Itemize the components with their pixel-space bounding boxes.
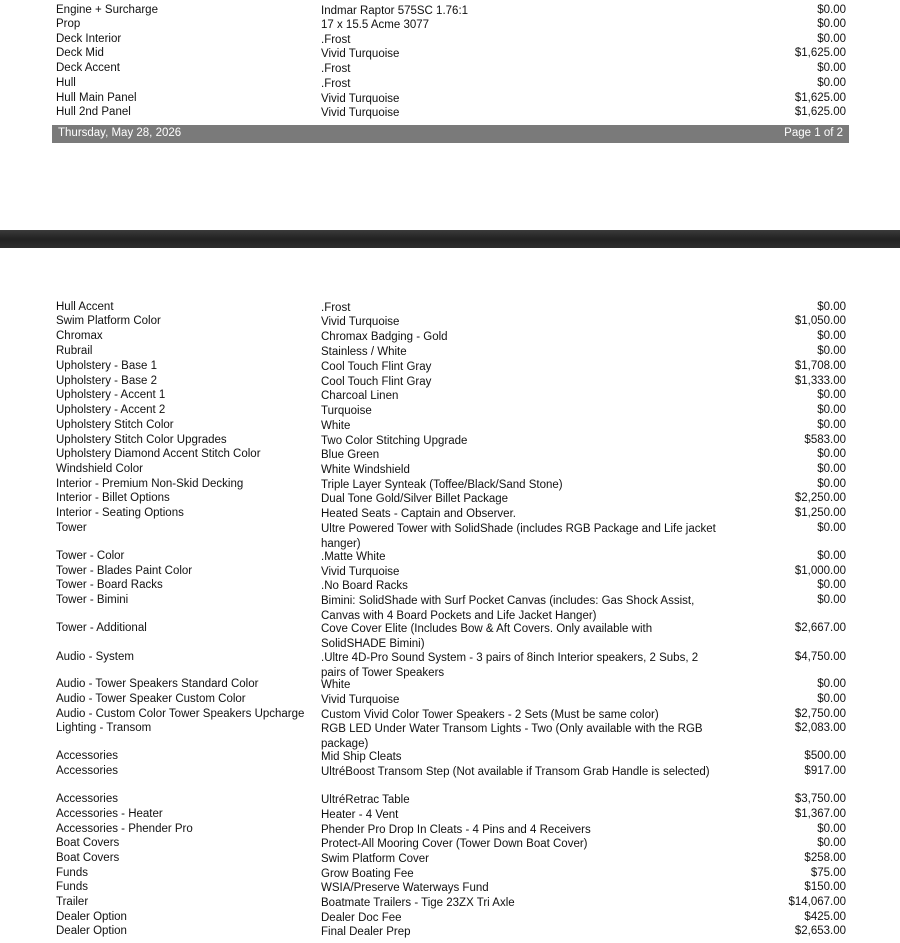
option-value: Vivid Turquoise <box>321 48 400 60</box>
option-price: $0.00 <box>817 522 846 534</box>
page-separator <box>0 230 900 248</box>
option-label: Tower <box>56 522 87 534</box>
option-value: Protect-All Mooring Cover (Tower Down Boat Cover) <box>321 838 588 850</box>
option-value: White <box>321 679 351 691</box>
option-price: $1,625.00 <box>794 92 846 104</box>
option-label: Hull Accent <box>56 301 114 313</box>
option-price: $425.00 <box>804 911 846 923</box>
option-value: .Matte White <box>321 551 386 563</box>
option-price: $2,653.00 <box>794 925 846 937</box>
option-value: Heated Seats - Captain and Observer. <box>321 508 516 520</box>
option-price: $0.00 <box>817 404 846 416</box>
option-label: Upholstery Stitch Color Upgrades <box>56 434 227 446</box>
page-1 <box>0 0 900 150</box>
option-label: Rubrail <box>56 345 93 357</box>
option-price: $0.00 <box>817 18 846 30</box>
option-label: Accessories <box>56 750 118 762</box>
option-value: RGB LED Under Water Transom Lights - Two (Only available with the RGB package) <box>321 723 703 750</box>
option-label: Swim Platform Color <box>56 315 161 327</box>
option-price: $1,333.00 <box>794 375 846 387</box>
option-price: $0.00 <box>817 550 846 562</box>
option-price: $150.00 <box>804 881 846 893</box>
option-label: Tower - Board Racks <box>56 579 163 591</box>
option-price: $0.00 <box>817 301 846 313</box>
option-value: Mid Ship Cleats <box>321 751 402 763</box>
option-price: $14,067.00 <box>788 896 846 908</box>
option-label: Funds <box>56 881 88 893</box>
option-price: $258.00 <box>804 852 846 864</box>
option-value: .Frost <box>321 78 351 90</box>
option-label: Deck Interior <box>56 33 122 45</box>
option-value: .Ultre 4D-Pro Sound System - 3 pairs of 8inch Interior speakers, 2 Subs, 2 pairs of Tower Speakers <box>321 652 699 679</box>
option-label: Interior - Billet Options <box>56 492 170 504</box>
option-value: .Frost <box>321 63 351 75</box>
option-value: Ultre Powered Tower with SolidShade (includes RGB Package and Life jacket hanger) <box>321 523 716 550</box>
option-price: $0.00 <box>817 77 846 89</box>
option-price: $2,750.00 <box>794 708 846 720</box>
option-value: Dual Tone Gold/Silver Billet Package <box>321 493 509 505</box>
option-price: $0.00 <box>817 345 846 357</box>
option-value: Blue Green <box>321 449 380 461</box>
option-price: $0.00 <box>817 478 846 490</box>
option-price: $0.00 <box>817 419 846 431</box>
option-value: Chromax Badging - Gold <box>321 331 448 343</box>
option-label: Accessories - Phender Pro <box>56 823 193 835</box>
option-label: Upholstery - Accent 1 <box>56 389 166 401</box>
option-price: $0.00 <box>817 693 846 705</box>
option-price: $0.00 <box>817 594 846 606</box>
option-label: Engine + Surcharge <box>56 4 158 16</box>
option-value: Boatmate Trailers - Tige 23ZX Tri Axle <box>321 897 515 909</box>
option-label: Accessories <box>56 793 118 805</box>
option-value: Swim Platform Cover <box>321 853 429 865</box>
option-value: Vivid Turquoise <box>321 316 400 328</box>
option-label: Prop <box>56 18 81 30</box>
option-price: $2,250.00 <box>794 492 846 504</box>
option-price: $1,050.00 <box>794 315 846 327</box>
option-price: $0.00 <box>817 823 846 835</box>
option-label: Tower - Blades Paint Color <box>56 565 193 577</box>
option-price: $0.00 <box>817 463 846 475</box>
option-label: Accessories <box>56 765 118 777</box>
option-price: $2,667.00 <box>794 622 846 634</box>
option-label: Trailer <box>56 896 89 908</box>
option-price: $3,750.00 <box>794 793 846 805</box>
option-value: Vivid Turquoise <box>321 694 400 706</box>
option-value: Custom Vivid Color Tower Speakers - 2 Sets (Must be same color) <box>321 709 659 721</box>
option-label: Boat Covers <box>56 852 120 864</box>
option-price: $0.00 <box>817 837 846 849</box>
option-price: $0.00 <box>817 330 846 342</box>
option-label: Tower - Color <box>56 550 125 562</box>
option-value: Heater - 4 Vent <box>321 809 399 821</box>
option-label: Upholstery - Base 1 <box>56 360 157 372</box>
option-label: Tower - Bimini <box>56 594 129 606</box>
option-value: Grow Boating Fee <box>321 868 414 880</box>
option-value: .No Board Racks <box>321 580 408 592</box>
option-price: $583.00 <box>804 434 846 446</box>
option-price: $917.00 <box>804 765 846 777</box>
option-label: Chromax <box>56 330 103 342</box>
option-price: $0.00 <box>817 448 846 460</box>
option-label: Dealer Option <box>56 911 127 923</box>
option-value: Cool Touch Flint Gray <box>321 361 432 373</box>
option-value: Dealer Doc Fee <box>321 912 402 924</box>
option-label: Audio - Tower Speakers Standard Color <box>56 678 259 690</box>
option-value: UltréRetrac Table <box>321 794 410 806</box>
option-label: Accessories - Heater <box>56 808 163 820</box>
option-price: $0.00 <box>817 62 846 74</box>
option-label: Funds <box>56 867 88 879</box>
footer-page-number: Page 1 of 2 <box>784 127 843 139</box>
option-price: $1,367.00 <box>794 808 846 820</box>
option-label: Deck Mid <box>56 47 104 59</box>
option-label: Interior - Seating Options <box>56 507 184 519</box>
footer-date: Thursday, May 28, 2026 <box>58 127 182 139</box>
option-price: $0.00 <box>817 389 846 401</box>
option-label: Hull 2nd Panel <box>56 106 131 118</box>
option-value: Charcoal Linen <box>321 390 399 402</box>
option-label: Upholstery Stitch Color <box>56 419 174 431</box>
option-price: $75.00 <box>810 867 846 879</box>
page-2 <box>0 248 900 943</box>
option-value: .Frost <box>321 34 351 46</box>
option-value: Two Color Stitching Upgrade <box>321 435 468 447</box>
option-price: $1,708.00 <box>794 360 846 372</box>
option-price: $1,625.00 <box>794 106 846 118</box>
option-value: Turquoise <box>321 405 372 417</box>
option-value: Stainless / White <box>321 346 407 358</box>
option-value: Indmar Raptor 575SC 1.76:1 <box>321 5 469 17</box>
option-price: $1,250.00 <box>794 507 846 519</box>
option-price: $0.00 <box>817 678 846 690</box>
page-footer <box>52 125 849 143</box>
option-price: $0.00 <box>817 4 846 16</box>
option-price: $2,083.00 <box>794 722 846 734</box>
option-value: Vivid Turquoise <box>321 93 400 105</box>
option-price: $1,000.00 <box>794 565 846 577</box>
option-label: Upholstery - Accent 2 <box>56 404 166 416</box>
option-label: Interior - Premium Non-Skid Decking <box>56 478 244 490</box>
option-label: Hull Main Panel <box>56 92 137 104</box>
option-label: Audio - Tower Speaker Custom Color <box>56 693 246 705</box>
option-value: .Frost <box>321 302 351 314</box>
option-label: Audio - Custom Color Tower Speakers Upcharge <box>56 708 305 720</box>
option-value: Final Dealer Prep <box>321 926 411 938</box>
option-value: UltréBoost Transom Step (Not available if Transom Grab Handle is selected) <box>321 766 710 778</box>
option-label: Tower - Additional <box>56 622 147 634</box>
option-label: Upholstery - Base 2 <box>56 375 157 387</box>
option-value: 17 x 15.5 Acme 3077 <box>321 19 430 31</box>
option-value: White Windshield <box>321 464 410 476</box>
option-label: Upholstery Diamond Accent Stitch Color <box>56 448 261 460</box>
option-price: $4,750.00 <box>794 651 846 663</box>
option-price: $0.00 <box>817 33 846 45</box>
option-value: Cool Touch Flint Gray <box>321 376 432 388</box>
option-value: White <box>321 420 351 432</box>
option-value: Triple Layer Synteak (Toffee/Black/Sand Stone) <box>321 479 563 491</box>
option-value: Phender Pro Drop In Cleats - 4 Pins and 4 Receivers <box>321 824 591 836</box>
option-label: Boat Covers <box>56 837 120 849</box>
option-label: Dealer Option <box>56 925 127 937</box>
option-value: Cove Cover Elite (Includes Bow & Aft Covers. Only available with SolidSHADE Bimini) <box>321 623 653 650</box>
option-value: Vivid Turquoise <box>321 566 400 578</box>
option-label: Hull <box>56 77 76 89</box>
option-price: $0.00 <box>817 579 846 591</box>
option-price: $500.00 <box>804 750 846 762</box>
option-label: Windshield Color <box>56 463 143 475</box>
option-label: Lighting - Transom <box>56 722 152 734</box>
option-value: WSIA/Preserve Waterways Fund <box>321 882 489 894</box>
option-label: Deck Accent <box>56 62 120 74</box>
option-price: $1,625.00 <box>794 47 846 59</box>
option-value: Vivid Turquoise <box>321 107 400 119</box>
option-label: Audio - System <box>56 651 134 663</box>
option-value: Bimini: SolidShade with Surf Pocket Canvas (includes: Gas Shock Assist, Canvas with 4 Board Pockets and Life Jacket Hanger) <box>321 595 695 622</box>
